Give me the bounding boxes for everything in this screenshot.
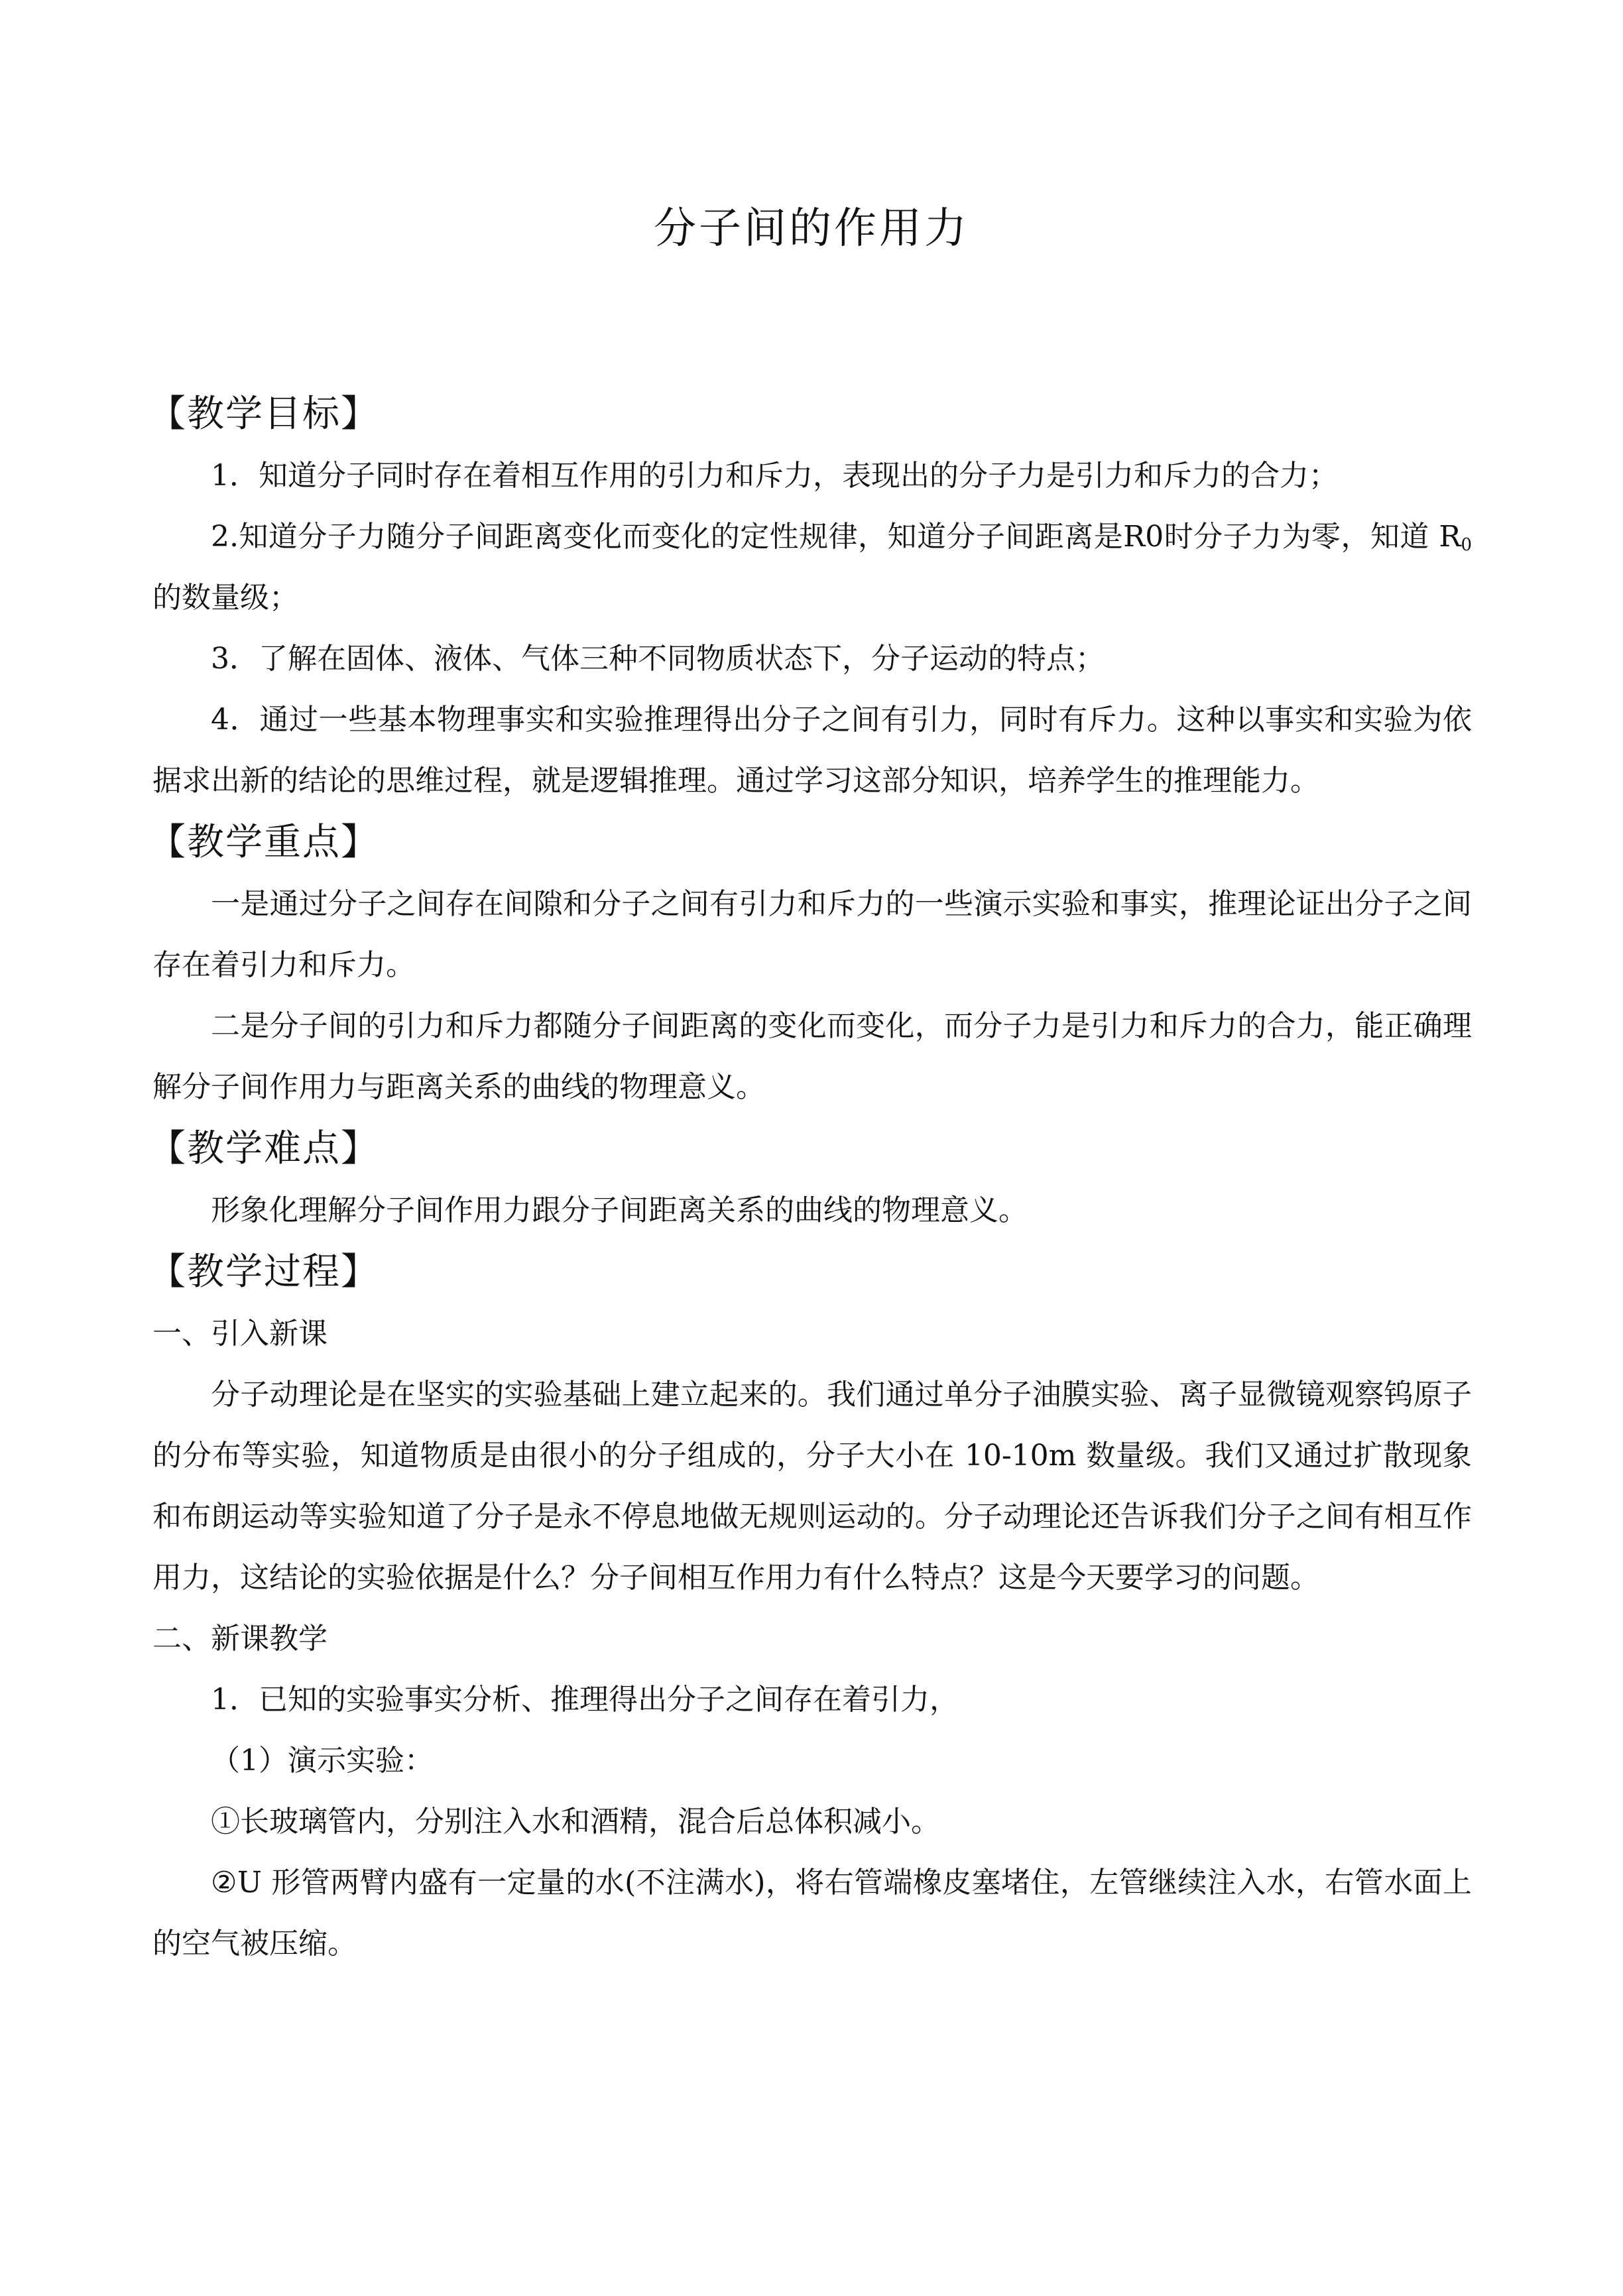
document-body (149, 383, 1472, 1974)
experiment-1: ①长玻璃管内，分别注入水和酒精，混合后总体积减小。 (211, 1805, 940, 1839)
objective-2 (152, 507, 1472, 629)
experiment-2: ②U 形管两臂内盛有一定量的水(不注满水)，将右管端橡皮塞堵住，左管继续注入水，右管水面上的空气被压缩。 (152, 1866, 1472, 1961)
item-1: 1．已知的实验事实分析、推理得出分子之间存在着引力， (211, 1683, 959, 1717)
heading-difficulties: 【教学难点】 (149, 1127, 379, 1170)
heading-key-points: 【教学重点】 (149, 821, 379, 864)
objective-1: 1．知道分子同时存在着相互作用的引力和斥力，表现出的分子力是引力和斥力的合力； (211, 459, 1338, 493)
heading-process: 【教学过程】 (149, 1250, 379, 1294)
objective-2-subscript: 0 (1461, 535, 1472, 555)
objective-2-text: 2.知道分子力随分子间距离变化而变化的定性规律，知道分子间距离是R0时分子力为零，知道 R (211, 520, 1461, 554)
demo-label: （1）演示实验： (211, 1744, 434, 1778)
objective-4: 4．通过一些基本物理事实和实验推理得出分子之间有引力，同时有斥力。这种以事实和实验为依据求出新的结论的思维过程，就是逻辑推理。通过学习这部分知识，培养学生的推理能力。 (152, 703, 1472, 798)
key-point-1: 一是通过分子之间存在间隙和分子之间有引力和斥力的一些演示实验和事实，推理论证出分子之间存在着引力和斥力。 (152, 887, 1472, 982)
document-title: 分子间的作用力 (654, 204, 969, 253)
key-point-2: 二是分子间的引力和斥力都随分子间距离的变化而变化，而分子力是引力和斥力的合力，能正确理解分子间作用力与距离关系的曲线的物理意义。 (152, 1009, 1472, 1104)
section-1-text: 分子动理论是在坚实的实验基础上建立起来的。我们通过单分子油膜实验、离子显微镜观察钨原子的分布等实验，知道物质是由很小的分子组成的，分子大小在 10-10m 数量级。我们又通过扩散现象和布朗运动等实验知道了分子是永不停息地做无规则运动的。分子动理论还告诉我们分子之间有相互作用力，这结论的实验依据是什么？分子间相互作用力有什么特点？这是今天要学习的问题。 (152, 1378, 1472, 1595)
heading-objectives: 【教学目标】 (149, 393, 379, 436)
section-2-title: 二、新课教学 (152, 1622, 328, 1656)
objective-2-tail: 的数量级； (152, 581, 298, 615)
section-1-title: 一、引入新课 (152, 1317, 328, 1351)
objective-3: 3．了解在固体、液体、气体三种不同物质状态下，分子运动的特点； (211, 642, 1105, 676)
difficulty-1: 形象化理解分子间作用力跟分子间距离关系的曲线的物理意义。 (211, 1193, 1028, 1227)
